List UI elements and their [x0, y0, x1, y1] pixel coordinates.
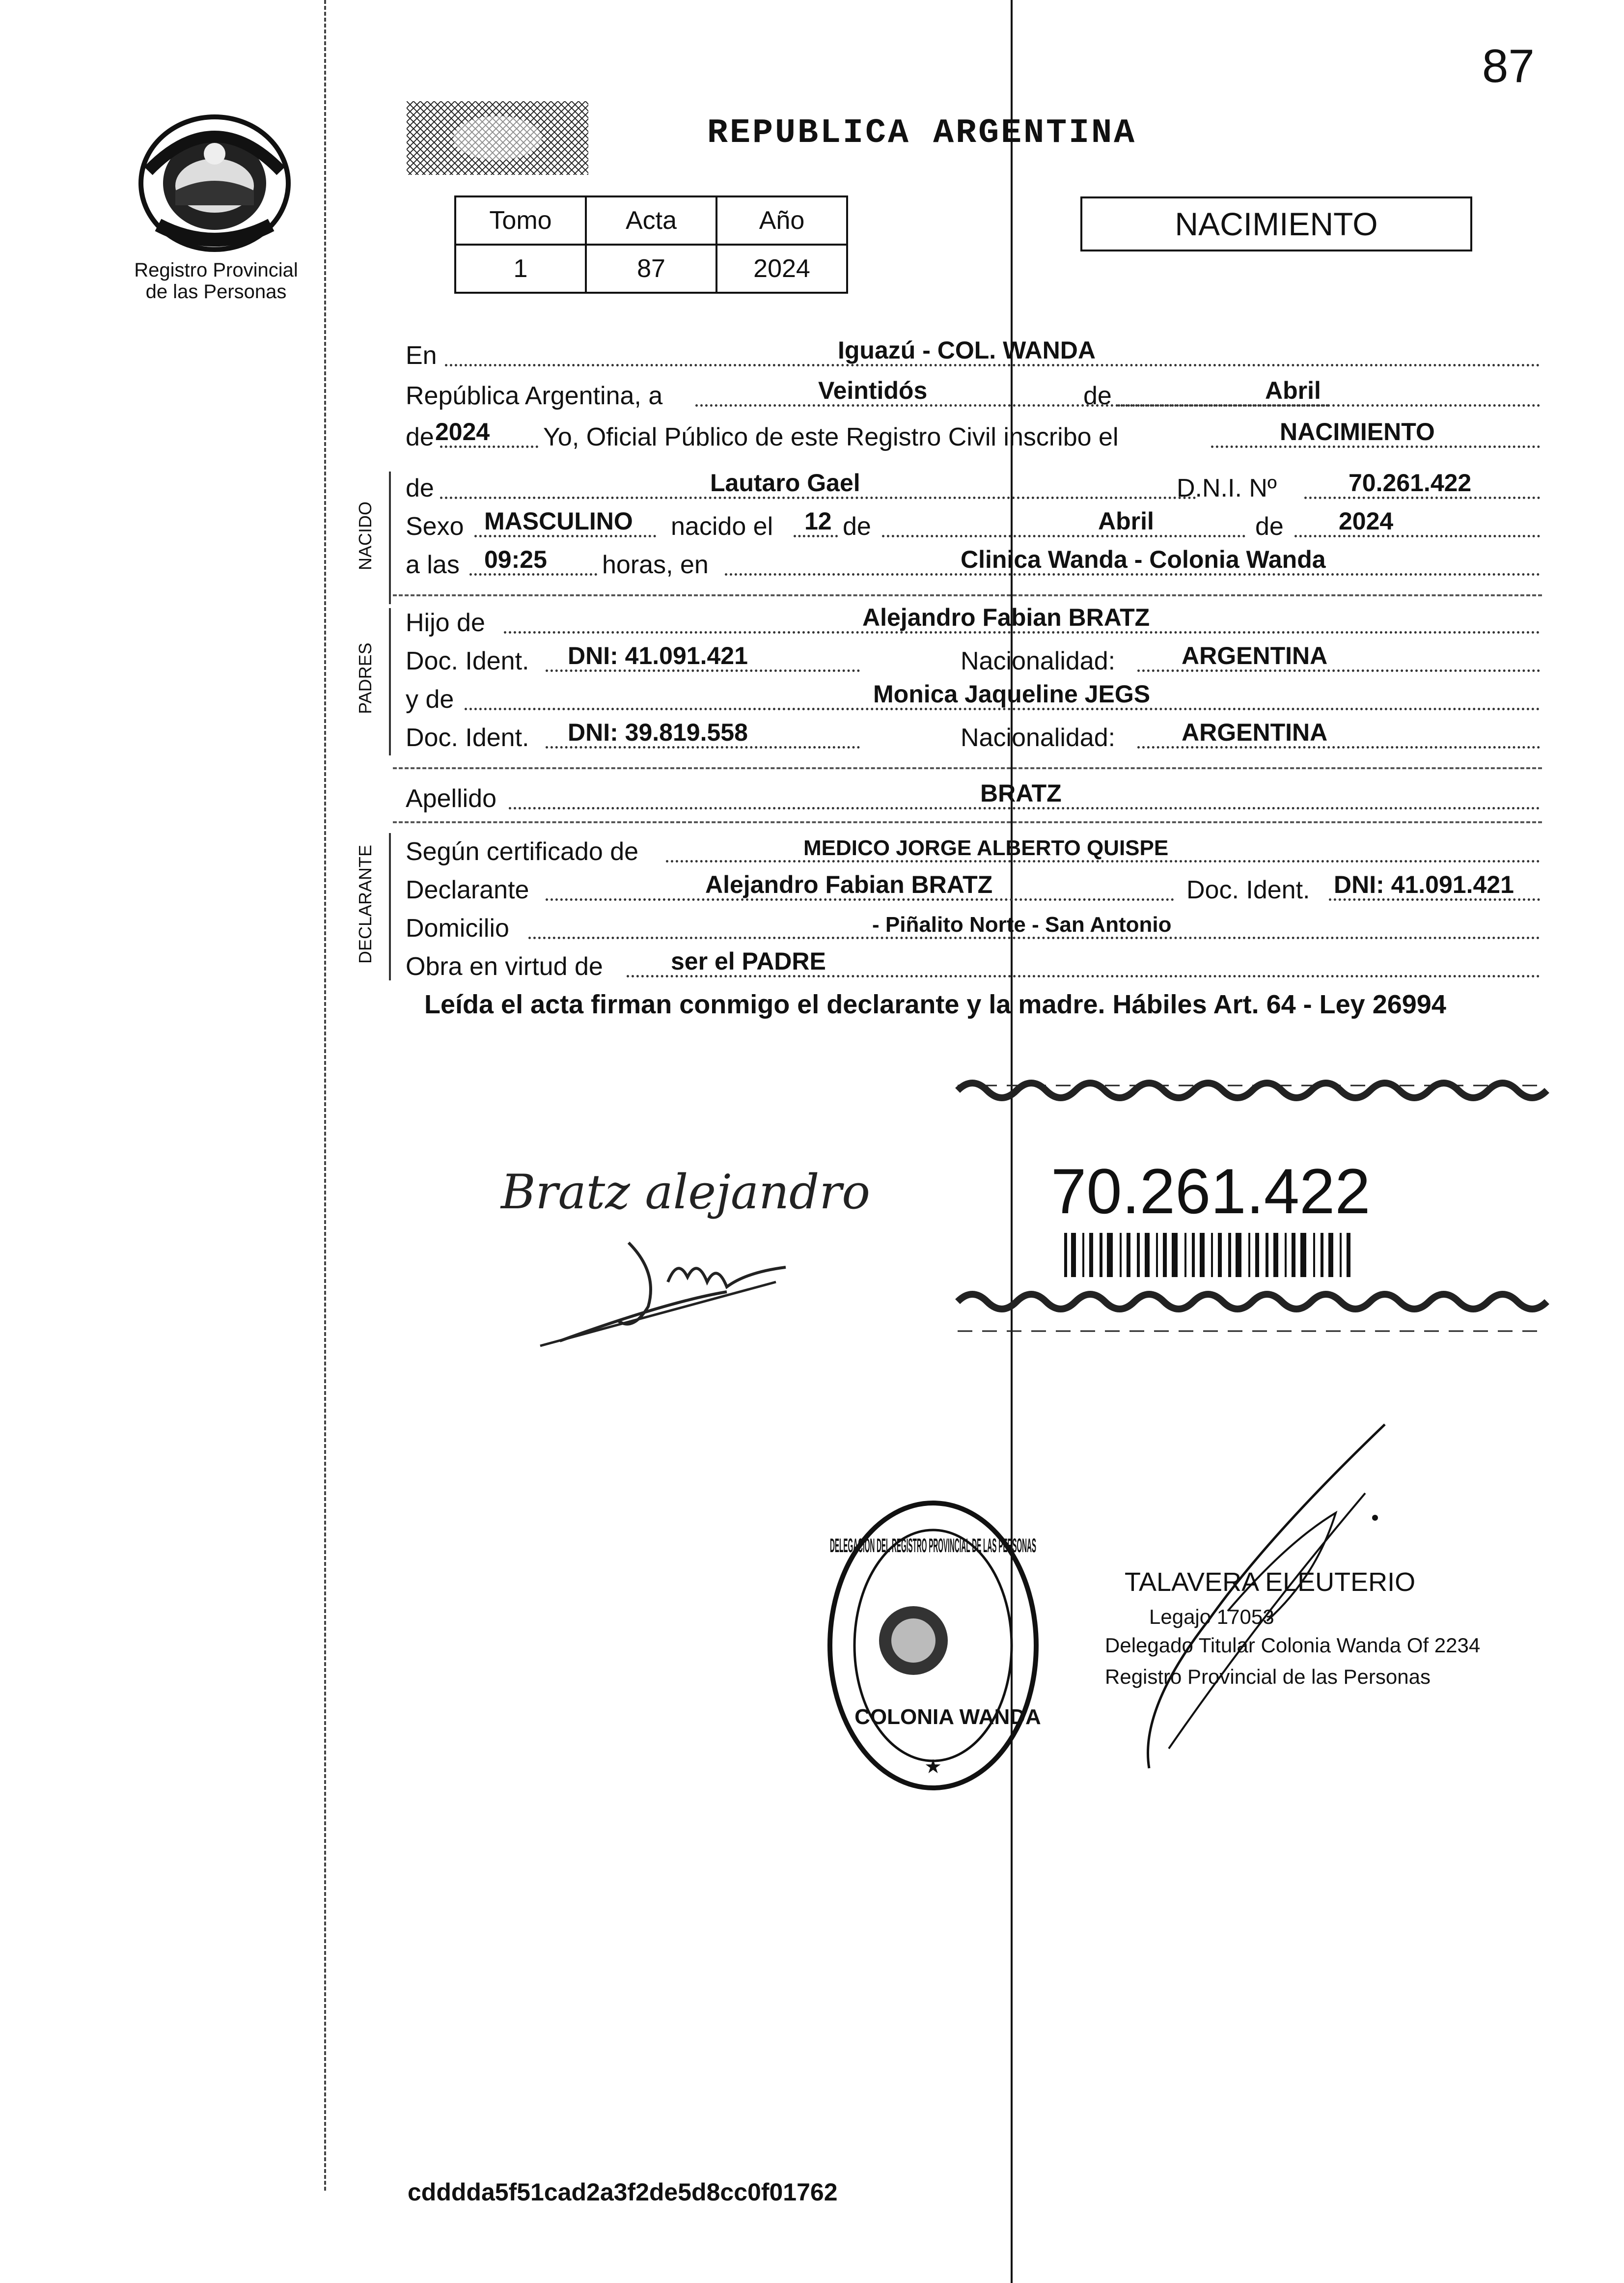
madre-dni-value: DNI: 39.819.558 [568, 719, 748, 746]
provincia-de-misiones-emblem-icon [129, 112, 301, 254]
row-apellido: Apellido BRATZ [406, 782, 1540, 816]
value-anio: 2024 [716, 245, 847, 293]
margin-line [324, 0, 326, 2191]
padre-nacionalidad-value: ARGENTINA [1182, 642, 1328, 669]
closing-statement: Leída el acta firman conmigo el declarante y la madre. Hábiles Art. 64 - Ley 26994 [424, 990, 1446, 1019]
official-registry: Registro Provincial de las Personas [1105, 1665, 1431, 1688]
svg-text:★: ★ [924, 1756, 942, 1778]
seal-outer-text: DELEGACION DEL REGISTRO PROVINCIAL DE LAS PERSONAS [830, 1535, 1036, 1557]
row-madre-doc: Doc. Ident. DNI: 39.819.558 Nacionalidad: ARGENTINA [406, 721, 1540, 755]
row-madre: y de Monica Jaqueline JEGS [406, 683, 1540, 717]
seal-inner-text: COLONIA WANDA [854, 1705, 1041, 1729]
country-heading: REPUBLICA ARGENTINA [707, 114, 1137, 153]
register-table [454, 195, 848, 294]
lugar-nac-value: Clinica Wanda - Colonia Wanda [961, 546, 1326, 573]
declarante-value: Alejandro Fabian BRATZ [705, 871, 993, 898]
row-declarante: Declarante Alejandro Fabian BRATZ Doc. Ident. DNI: 41.091.421 [406, 873, 1540, 908]
row-sexo: Sexo MASCULINO nacido el 12 de Abril de 2024 [406, 510, 1540, 544]
row-nombre: de Lautaro Gael D.N.I. Nº 70.261.422 [406, 472, 1540, 506]
madre-value: Monica Jaqueline JEGS [873, 680, 1151, 708]
nombre-value: Lautaro Gael [710, 469, 860, 497]
madre-nacionalidad-value: ARGENTINA [1182, 719, 1328, 746]
dia-nac-value: 12 [804, 507, 832, 535]
declarante-dni-value: DNI: 41.091.421 [1334, 871, 1514, 898]
hora-value: 09:25 [484, 546, 547, 573]
lugar-value: Iguazú - COL. WANDA [838, 336, 1096, 364]
section-label-nacido: NACIDO [355, 501, 375, 571]
obra-value: ser el PADRE [671, 947, 826, 975]
official-name: TALAVERA ELEUTERIO [1125, 1567, 1416, 1597]
header-tomo: Tomo [455, 196, 586, 245]
header-acta: Acta [586, 196, 716, 245]
value-acta: 87 [586, 245, 716, 293]
row-padre: Hijo de Alejandro Fabian BRATZ [406, 606, 1540, 640]
page-number: 87 [1482, 40, 1535, 92]
row-padre-doc: Doc. Ident. DNI: 41.091.421 Nacionalidad: ARGENTINA [406, 644, 1540, 679]
row-domicilio: Domicilio - Piñalito Norte - San Antonio [406, 912, 1540, 946]
header-anio: Año [716, 196, 847, 245]
sexo-value: MASCULINO [484, 507, 633, 535]
row-inscripcion: de 2024 Yo, Oficial Público de este Registro Civil inscribo el NACIMIENTO [406, 420, 1540, 455]
anio-nac-value: 2024 [1339, 507, 1394, 535]
acto-value: NACIMIENTO [1280, 418, 1435, 445]
dni-value: 70.261.422 [1349, 469, 1472, 497]
signature-text: Bratz alejandro [501, 1165, 871, 1220]
mes-nac-value: Abril [1098, 507, 1154, 535]
official-legajo: Legajo 17053 [1149, 1605, 1274, 1628]
row-lugar: En Iguazú - COL. WANDA [406, 339, 1540, 373]
row-certificado: Según certificado de MEDICO JORGE ALBERTO QUISPE [406, 835, 1540, 869]
security-pattern-icon [407, 101, 588, 175]
padre-value: Alejandro Fabian BRATZ [862, 604, 1150, 631]
document-hash: cddddа5f51cad2a3f2de5d8cc0f01762 [408, 2178, 838, 2206]
certificado-value: MEDICO JORGE ALBERTO QUISPE [803, 836, 1169, 860]
section-label-padres: PADRES [355, 642, 375, 714]
row-hora: a las 09:25 horas, en Clinica Wanda - Colonia Wanda [406, 548, 1540, 583]
value-tomo: 1 [455, 245, 586, 293]
barcode-number: 70.261.422 [1051, 1155, 1371, 1227]
mes-value: Abril [1265, 377, 1321, 404]
domicilio-value: - Piñalito Norte - San Antonio [872, 913, 1172, 937]
row-fecha: República Argentina, a Veintidós de Abril [406, 379, 1540, 414]
anio-value: 2024 [435, 418, 490, 445]
act-type-box: NACIMIENTO [1080, 196, 1472, 251]
section-label-declarante: DECLARANTE [355, 844, 375, 964]
row-obra: Obra en virtud de ser el PADRE [406, 950, 1540, 984]
apellido-value: BRATZ [980, 780, 1062, 807]
official-title: Delegado Titular Colonia Wanda Of 2234 [1105, 1634, 1481, 1657]
registry-name: Registro Provincial de las Personas [134, 259, 298, 303]
dia-value: Veintidós [818, 377, 928, 404]
declarant-signature [471, 1144, 874, 1351]
padre-dni-value: DNI: 41.091.421 [568, 642, 748, 669]
